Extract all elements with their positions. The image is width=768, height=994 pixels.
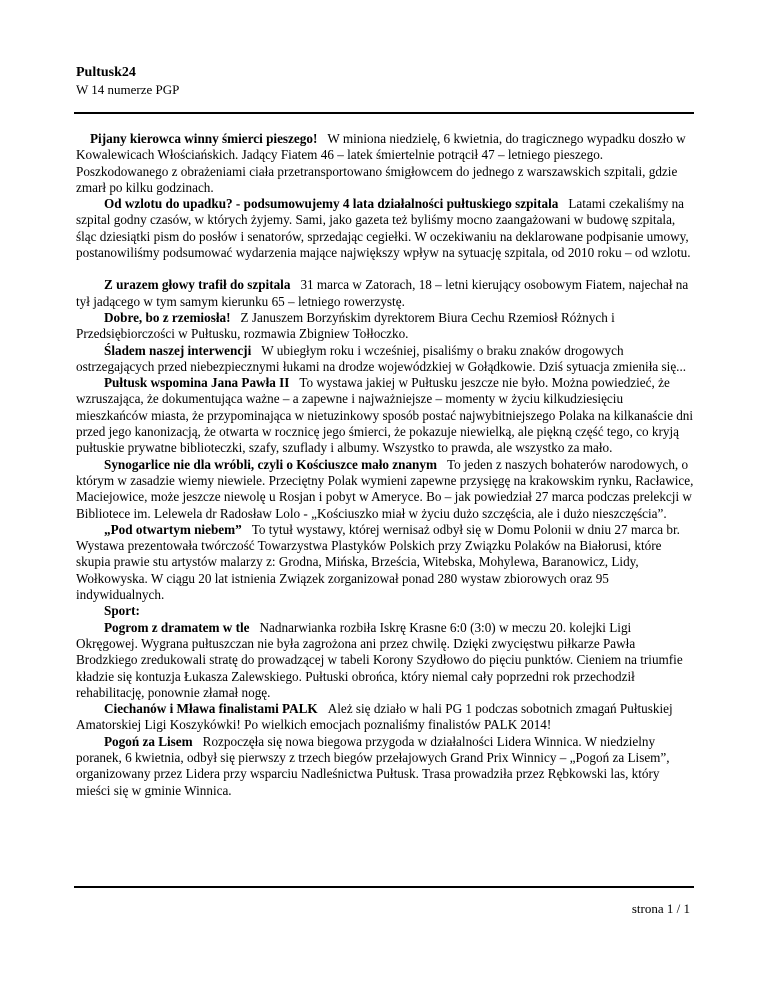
article-text: 31 marca w Zatorach, 18 – letni kierujący osobowym Fiatem, najechał na tył jadącego w tym samym kierunku 65 – letniego rowerzystę. — [76, 277, 689, 309]
page-number: strona 1 / 1 — [631, 901, 690, 916]
article-text: Z Januszem Borzyńskim dyrektorem Biura Cechu Rzemiosł Różnych i Przedsiębiorczości w Pułtusku, rozmawia Zbigniew Tołłoczko. — [76, 309, 615, 342]
article-text: Rozpoczęła się nowa biegowa przygoda w działalności Lidera Winnica. W niedzielny poranek, 6 kwietnia, odbył się pierwszy z trzech biegów przełajowych Grand Prix Winnicy – „Pogoń za Lisem”, organizowany przez Lidera przy wsparciu Nadleśnictwa Pułtusk. Trasa prowadziła przez Rębkowski las, który mieści się w gminie Winnica. — [76, 733, 670, 798]
article-list — [76, 131, 696, 799]
article-item — [76, 196, 696, 261]
article-text: To tytuł wystawy, której wernisaż odbył się w Domu Polonii w dniu 27 marca br. Wystawa prezentowała twórczość Towarzystwa Plastyków Polskich przy Związku Polaków na Białorusi, które skupia prawie stu artystów malarzy z: Grodna, Mińska, Brześcia, Witebska, Mohylewa, Baranowicz, Lidy, Wołkowyska. W ciągu 20 lat istnienia Związek zorganizował ponad 280 wystaw zbiorowych oraz 95 indywidualnych. — [76, 521, 680, 603]
header-divider — [74, 112, 694, 114]
article-item — [76, 701, 696, 734]
article-text: To jeden z naszych bohaterów narodowych, o którym w zasadzie wiemy niewiele. Przeciętny Polak wymieni zapewne przysięgę na krakowskim rynku, Racławice, Maciejowice, może jeszcze niewolę u Rosjan i pobyt w Ameryce. Bo – jak powiedział 27 marca podczas prelekcji w Bibliotece im. Lelewela dr Radosław Lolo - „Kościuszko miał w życiu dużo szczęścia, ale i dużo nieszczęścia”. — [76, 456, 694, 521]
article-item — [76, 310, 696, 343]
article-item — [76, 277, 696, 310]
footer-divider — [74, 886, 694, 888]
article-text: W miniona niedzielę, 6 kwietnia, do tragicznego wypadku doszło w Kowalewicach Włościańskich. Jadący Fiatem 46 – latek śmiertelnie potrącił 47 – letniego pieszego. Poszkodowanego z obrażeniami ciała przetransportowano śmigłowcem do jednego z warszawskich szpitali, gdzie zmarł po kilku godzinach. — [76, 131, 686, 195]
article-title: Pogoń za Lisem — [104, 733, 193, 749]
section-heading-sport — [76, 603, 696, 619]
article-text: To wystawa jakiej w Pułtusku jeszcze nie było. Można powiedzieć, że wzruszająca, że dokumentująca ważne – a zapewne i najważniejsze – momenty w życiu kilkudziesięciu mieszkańców miasta, że przypominająca w nietuzinkowy sposób postać najwybitniejszego Polaka na kilkanaście dni przed jego kanonizacją, że otwarta w rocznicę jego śmierci, że pokazuje niewielką, ale piękną część tego, co kryją pułtuskie prywatne biblioteczki, szafy, szuflady i albumy. Wszystko to prawda, ale wszystko za mało. — [76, 375, 694, 456]
article-text: Nadnarwianka rozbiła Iskrę Krasne 6:0 (3:0) w meczu 20. kolejki Ligi Okręgowej. Wygrana pułtuszczan nie była zagrożona ani przez chwilę. Dzięki zwycięstwu piłkarze Pawła Brodzkiego zredukowali stratę do prowadzącej w tabeli Korony Szydłowo do pięciu punktów. Cieniem na triumfie kładzie się kontuzja Łukasza Zalewskiego. Pułtuski obrońca, który niemal cały poprzedni rok przechodził rehabilitację, ponownie złamał nogę. — [76, 619, 683, 700]
document-subtitle: W 14 numerze PGP — [76, 82, 180, 97]
article-item — [76, 375, 696, 456]
article-title: Dobre, bo z rzemiosła! — [104, 309, 231, 325]
article-item — [76, 620, 696, 701]
article-title: Synogarlice nie dla wróbli, czyli o Kościuszce mało znanym — [104, 456, 437, 472]
article-item — [76, 522, 696, 603]
article-title: Pogrom z dramatem w tle — [104, 619, 250, 635]
section-heading: Sport: — [104, 603, 140, 619]
article-item — [76, 131, 696, 196]
article-title: Ciechanów i Mława finalistami PALK — [104, 701, 318, 717]
section-gap — [76, 261, 696, 277]
article-text: Ależ się działo w hali PG 1 podczas sobotnich zmagań Pułtuskiej Amatorskiej Ligi Koszykówki! Po wielkich emocjach poznaliśmy finalistów PALK 2014! — [76, 701, 673, 733]
article-item — [76, 457, 696, 522]
article-item — [76, 343, 696, 376]
article-title: Pijany kierowca winny śmierci pieszego! — [90, 131, 318, 146]
document-header — [76, 64, 696, 98]
article-title: Od wzlotu do upadku? - podsumowujemy 4 lata działalności pułtuskiego szpitala — [104, 196, 559, 212]
article-text: Latami czekaliśmy na szpital godny czasów, w których żyjemy. Sami, jako gazeta też byliśmy mocno zaangażowani w budowę szpitala, śląc dziesiątki pism do posłów i senatorów, sprzedając cegiełki. W oczekiwaniu na deklarowane podpisanie umowy, postanowiliśmy podsumować wydarzenia mające największy wpływ na sytuację szpitala, od 2010 roku – od wzlotu. — [76, 196, 691, 261]
article-title: „Pod otwartym niebem” — [104, 521, 242, 537]
document-title: Pultusk24 — [76, 65, 136, 80]
article-title: Z urazem głowy trafił do szpitala — [104, 277, 291, 293]
article-item — [76, 734, 696, 799]
article-title: Pułtusk wspomina Jana Pawła II — [104, 375, 290, 391]
article-title: Śladem naszej interwencji — [104, 342, 252, 358]
article-text: W ubiegłym roku i wcześniej, pisaliśmy o braku znaków drogowych ostrzegających przed niebezpiecznymi łukami na drodze wojewódzkiej w Gołądkowie. Dziś sytuacja zmieniła się... — [76, 342, 687, 374]
